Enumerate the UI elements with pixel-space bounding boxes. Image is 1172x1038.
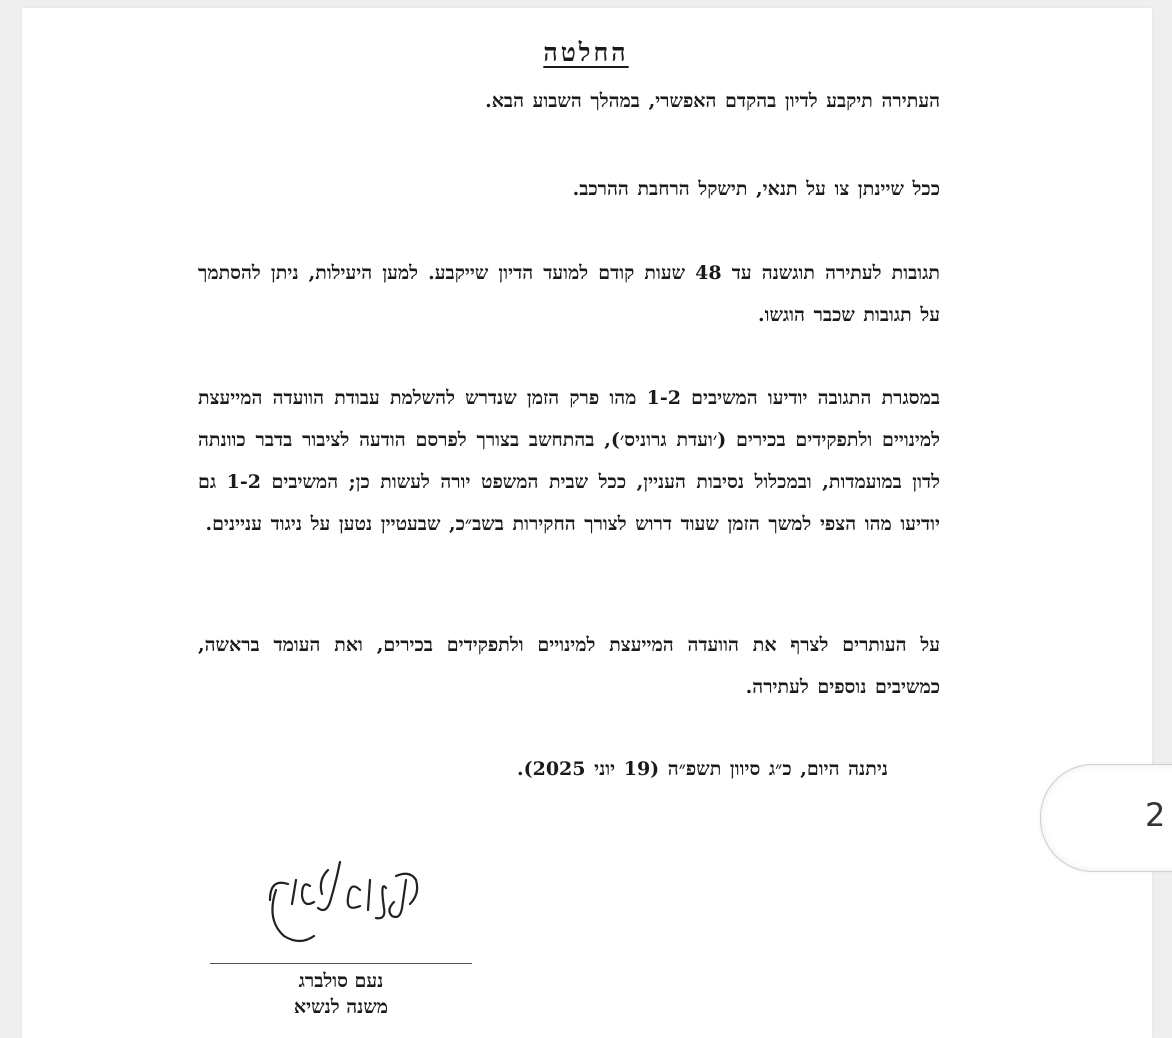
handwritten-signature — [210, 850, 472, 970]
document-title: החלטה — [543, 38, 629, 67]
page-number: 2 — [1145, 796, 1166, 834]
signer-name: נעם סולברג — [298, 970, 384, 992]
signature-line — [210, 963, 472, 964]
paragraph-2: ככל שיינתן צו על תנאי, תישקל הרחבת ההרכב. — [572, 178, 940, 200]
paragraph-4: במסגרת התגובה יודיעו המשיבים 1-2 מהו פרק הזמן שנדרש להשלמת עבודת הוועדה המייעצת למינויים ולתפקידים בכירים (׳ועדת גרוניס׳), בהתחשב בצורך לפרסם הודעה לציבור בדבר כוונתה לדון במועמדות, ובמכלול נסיבות העניין, ככל שבית המשפט יורה לעשות כן; המשיבים 1-2 גם יודיעו מהו הצפי למשך הזמן שעוד דרוש לצורך החקירות בשב״כ, שבעטיין נטען על ניגוד עניינים. — [198, 387, 940, 535]
paragraph-5: על העותרים לצרף את הוועדה המייעצת למינויים ולתפקידים בכירים, ואת העומד בראשה, כמשיבים נוספים לעתירה. — [198, 634, 940, 698]
signer-title: משנה לנשיא — [293, 996, 389, 1018]
date-line: ניתנה היום, כ״ג סיוון תשפ״ה (19 יוני 2025). — [516, 758, 888, 780]
paragraph-3: תגובות לעתירה תוגשנה עד 48 שעות קודם למועד הדיון שייקבע. למען היעילות, ניתן להסתמך על תגובות שכבר הוגשו. — [198, 262, 940, 326]
paragraph-1: העתירה תיקבע לדיון בהקדם האפשרי, במהלך השבוע הבא. — [485, 90, 940, 112]
